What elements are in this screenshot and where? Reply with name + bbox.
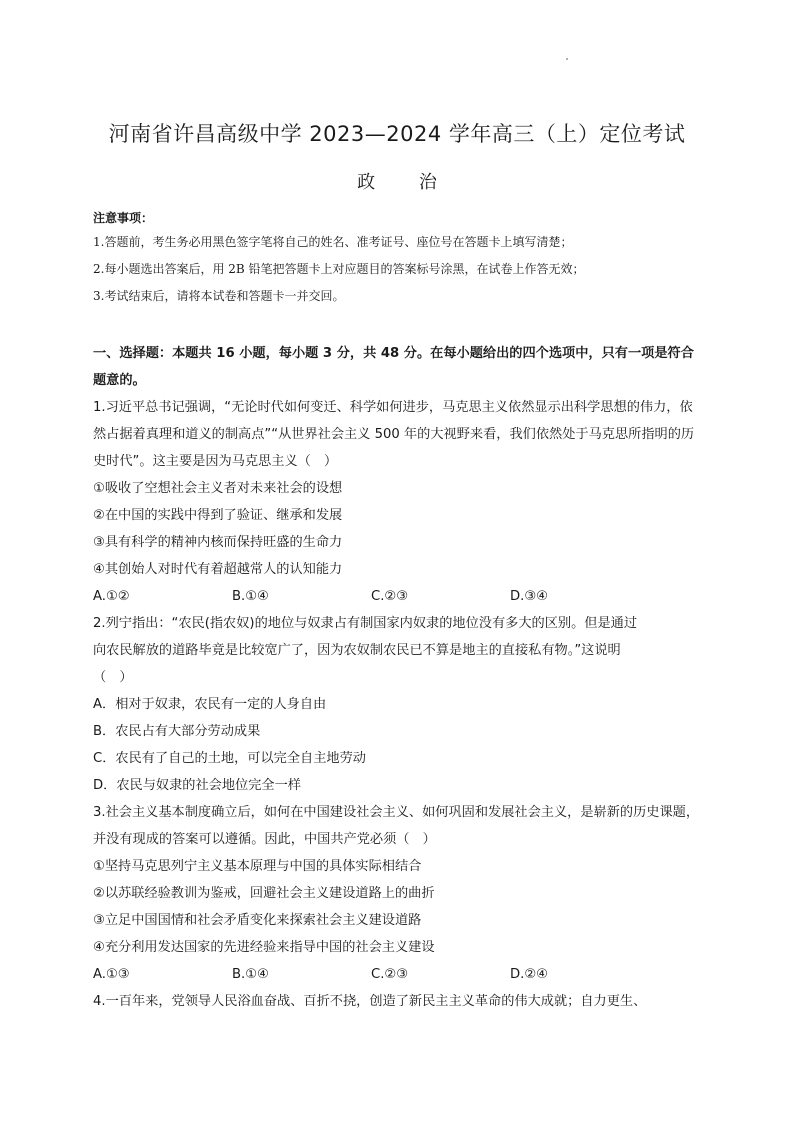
section-heading: 一、选择题：本题共 16 小题，每小题 3 分，共 48 分。在每小题给出的四个选项中，只有一项是符合题意的。 (93, 346, 694, 388)
option-b: B．农民占有大部分劳动成果 (93, 724, 261, 739)
notes-item: 2.每小题选出答案后，用 2B 铅笔把答题卡上对应题目的答案标号涂黑，在试卷上作答无效； (93, 262, 585, 276)
option-a: A.①② (93, 589, 130, 604)
question-stem: 1.习近平总书记强调，“无论时代如何变迁、科学如何进步，马克思主义依然显示出科学思想的伟力，依然占据着真理和道义的制高点”“从世界社会主义 500 年的大视野来看，我们依然处于马克思所指明的历史时代”。这主要是因为马克思主义（ ） (93, 400, 695, 469)
question-item: ②在中国的实践中得到了验证、继承和发展 (93, 508, 343, 523)
answer-options (93, 583, 701, 610)
question-stem: 4.一百年来，党领导人民浴血奋战、百折不挠，创造了新民主主义革命的伟大成就；自力更生、 (93, 994, 647, 1009)
notes-heading: 注意事项： (93, 211, 154, 225)
question-stem-line: 向农民解放的道路毕竟是比较宽广了，因为农奴制农民已不算是地主的直接私有物。”这说明 (93, 643, 621, 658)
notes-item: 1.答题前，考生务必用黑色签字笔将自己的姓名、准考证号、座位号在答题卡上填写清楚； (93, 235, 573, 249)
question-stem-line: （ ） (93, 670, 133, 685)
questions-body (93, 340, 701, 1015)
subject-title: 政 治 (357, 172, 437, 193)
option-d: D．农民与奴隶的社会地位完全一样 (93, 778, 301, 793)
question-item: ①吸收了空想社会主义者对未来社会的设想 (93, 481, 343, 496)
option-a: A．相对于奴隶，农民有一定的人身自由 (93, 697, 327, 712)
page-mark (566, 58, 568, 60)
option-d: D.③④ (510, 589, 548, 604)
option-a: A.①③ (93, 967, 130, 982)
question-stem: 3.社会主义基本制度确立后，如何在中国建设社会主义、如何巩固和发展社会主义，是崭新的历史课题，并没有现成的答案可以遵循。因此，中国共产党必须（ ） (93, 805, 700, 847)
notes-item: 3.考试结束后，请将本试卷和答题卡一并交回。 (93, 289, 345, 303)
option-b: B.①④ (232, 589, 269, 604)
question-stem-line: 2.列宁指出：“农民(指农奴)的地位与奴隶占有制国家内奴隶的地位没有多大的区别。但是通过 (93, 616, 638, 631)
question-item: ①坚持马克思列宁主义基本原理与中国的具体实际相结合 (93, 859, 422, 874)
question-item: ②以苏联经验教训为鉴戒，回避社会主义建设道路上的曲折 (93, 886, 435, 901)
notes-block (93, 207, 713, 310)
option-c: C.②③ (371, 967, 409, 982)
question-item: ③立足中国国情和社会矛盾变化来探索社会主义建设道路 (93, 913, 422, 928)
option-d: D.②④ (510, 967, 548, 982)
exam-title: 河南省许昌高级中学 2023—2024 学年高三（上）定位考试 (108, 122, 686, 146)
question-item: ③具有科学的精神内核而保持旺盛的生命力 (93, 535, 343, 550)
question-item: ④充分利用发达国家的先进经验来指导中国的社会主义建设 (93, 940, 435, 955)
option-c: C.②③ (371, 589, 409, 604)
question-item: ④其创始人对时代有着超越常人的认知能力 (93, 562, 343, 577)
option-b: B.①④ (232, 967, 269, 982)
answer-options (93, 961, 701, 988)
option-c: C．农民有了自己的土地，可以完全自主地劳动 (93, 751, 366, 766)
